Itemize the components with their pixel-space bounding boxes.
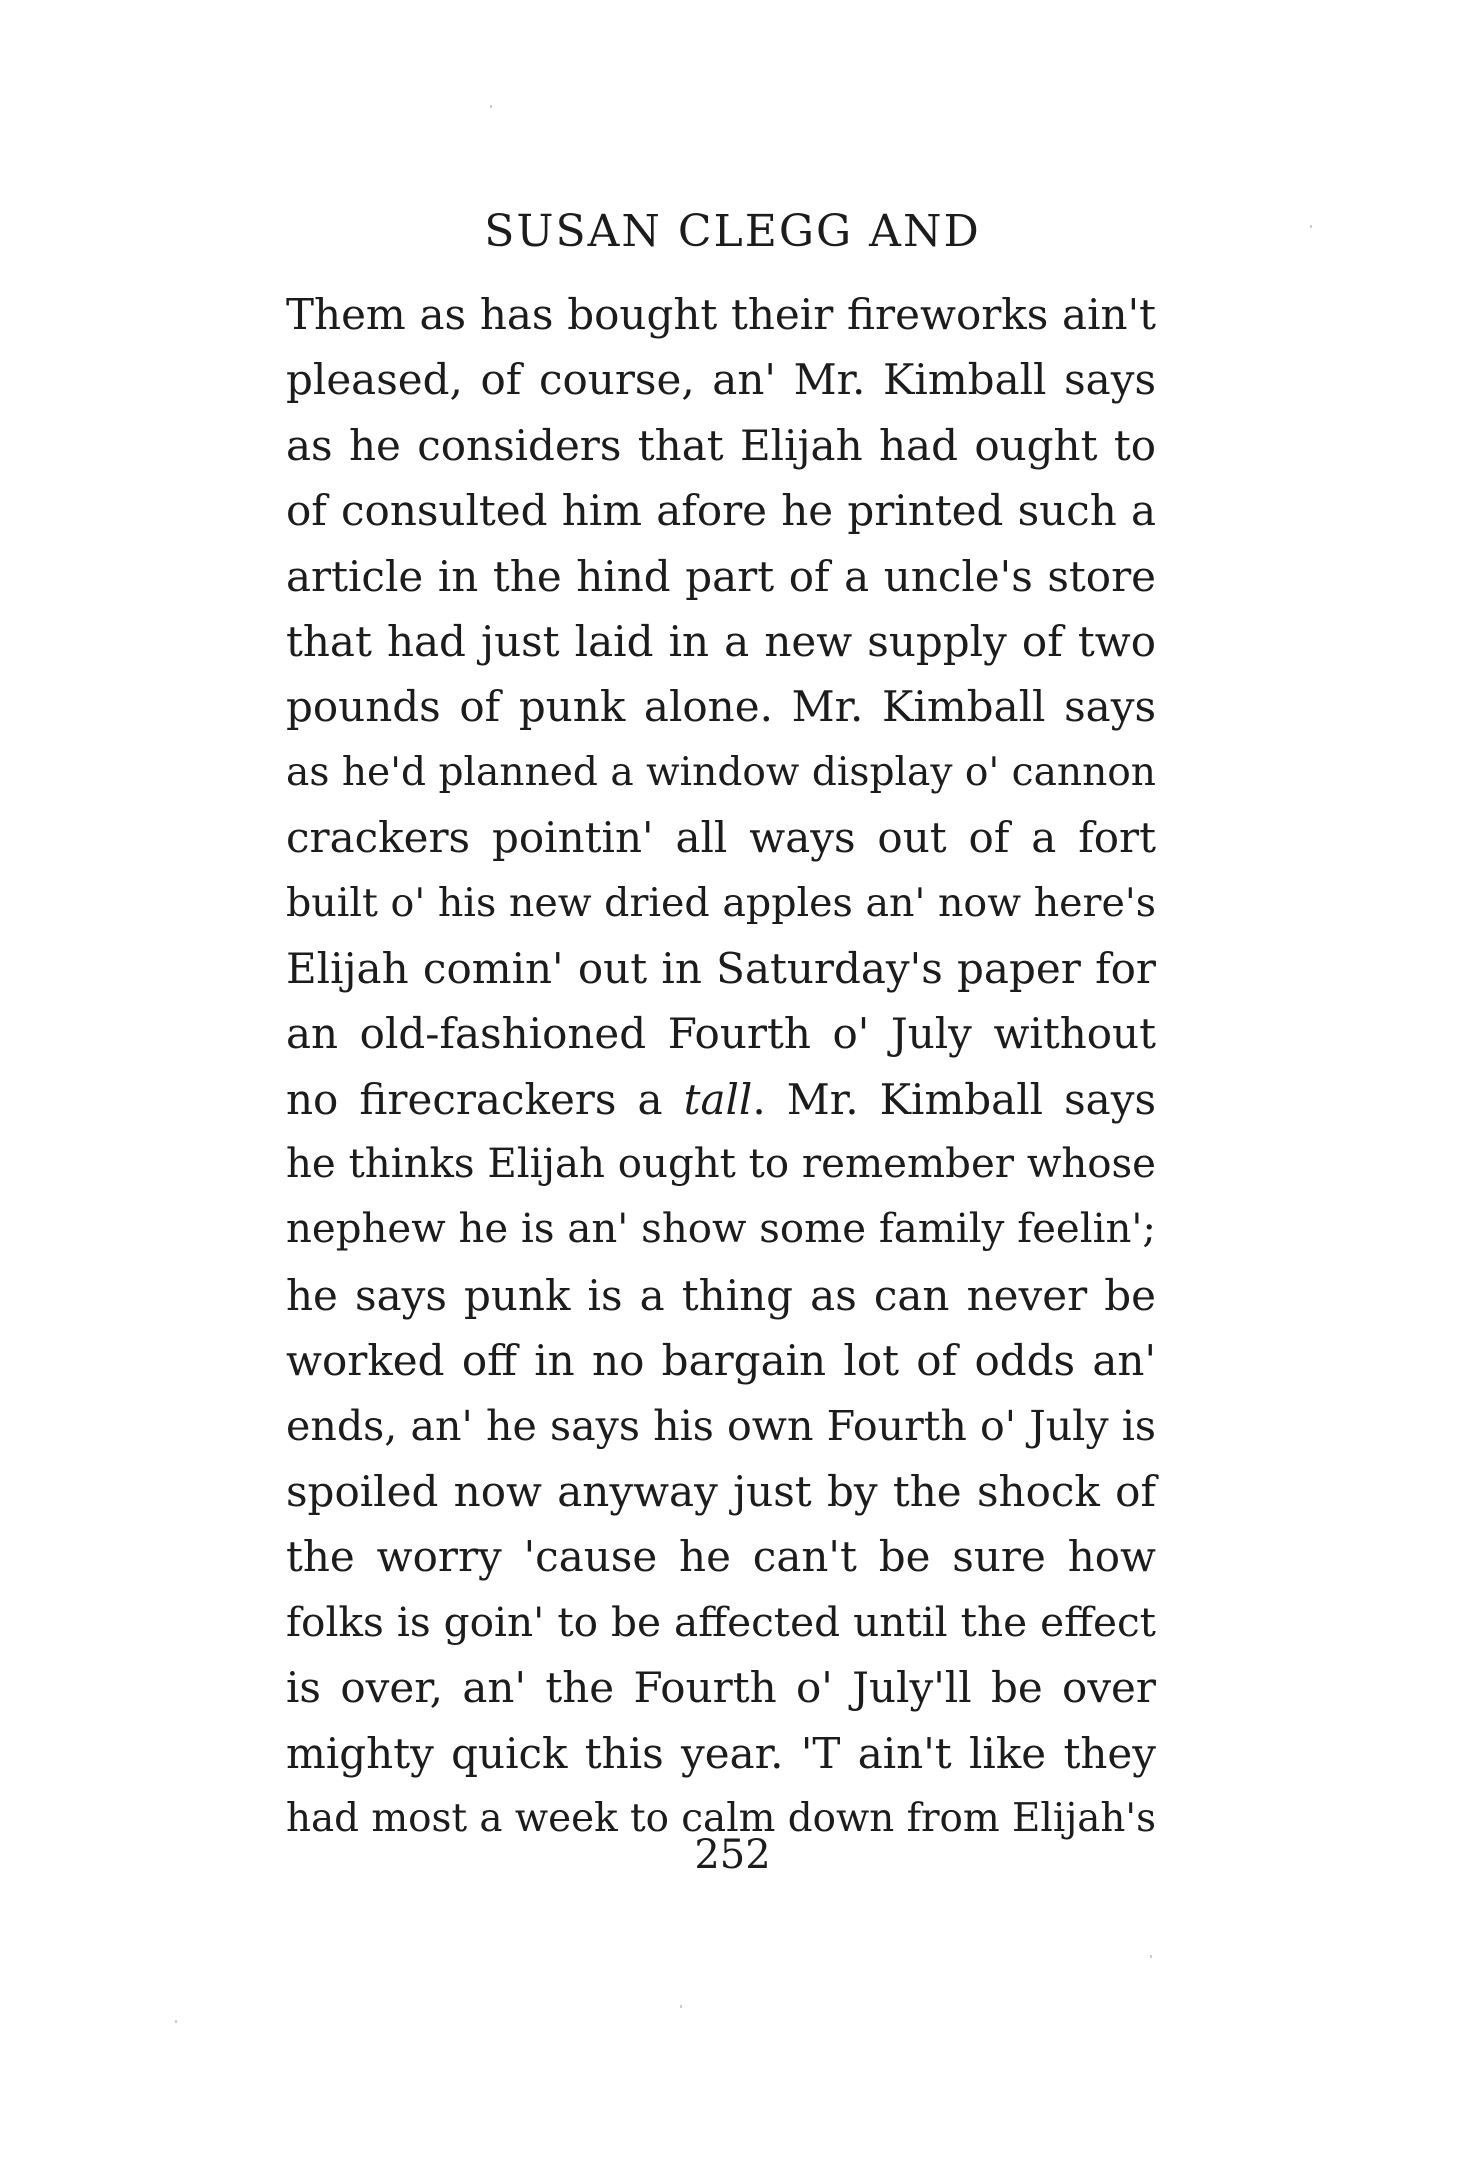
text-line: of consulted him afore he printed such a (286, 486, 1156, 536)
scan-speck (1310, 225, 1312, 228)
body-text (286, 282, 1156, 1851)
text-line: Elijah comin' out in Saturday's paper for (286, 943, 1156, 993)
scan-speck (490, 105, 492, 108)
text-line: pounds of punk alone. Mr. Kimball says (286, 682, 1156, 732)
text-line: he thinks Elijah ought to remember whose (286, 1141, 1156, 1188)
text-line: ends, an' he says his own Fourth o' July is (286, 1401, 1156, 1450)
text-line: no firecrackers a tall. Mr. Kimball says (286, 1074, 1156, 1124)
text-line: as he'd planned a window display o' cannon (286, 749, 1156, 795)
text-line: folks is goin' to be affected until the effect (286, 1597, 1156, 1646)
scan-speck (680, 2005, 682, 2008)
text-line: that had just laid in a new supply of two (286, 616, 1156, 666)
text-line: crackers pointin' all ways out of a fort (286, 813, 1156, 863)
running-head: SUSAN CLEGG AND (484, 206, 981, 257)
text-line: pleased, of course, an' Mr. Kimball says (286, 355, 1156, 405)
text-line: he says punk is a thing as can never be (286, 1270, 1156, 1320)
text-line: had most a week to calm down from Elijah's (286, 1795, 1157, 1841)
text-line: as he considers that Elijah had ought to (286, 420, 1156, 470)
emphasis: tall (683, 1074, 753, 1124)
text-line: nephew he is an' show some family feelin'; (286, 1206, 1156, 1253)
text-line: the worry 'cause he can't be sure how (286, 1532, 1156, 1582)
text-line: mighty quick this year. 'T ain't like they (286, 1728, 1156, 1778)
text-line: Them as has bought their fireworks ain't (286, 290, 1156, 339)
page-number: 252 (694, 1832, 771, 1878)
text-line: article in the hind part of a uncle's store (286, 551, 1156, 601)
text-line: built o' his new dried apples an' now here's (286, 879, 1156, 926)
scan-speck (175, 2020, 177, 2023)
text-line: spoiled now anyway just by the shock of (286, 1467, 1156, 1517)
text-line: worked off in no bargain lot of odds an' (286, 1336, 1156, 1386)
text-line: is over, an' the Fourth o' July'll be over (286, 1663, 1156, 1713)
scan-speck (1150, 1955, 1152, 1958)
text-line: an old-fashioned Fourth o' July without (286, 1009, 1156, 1059)
